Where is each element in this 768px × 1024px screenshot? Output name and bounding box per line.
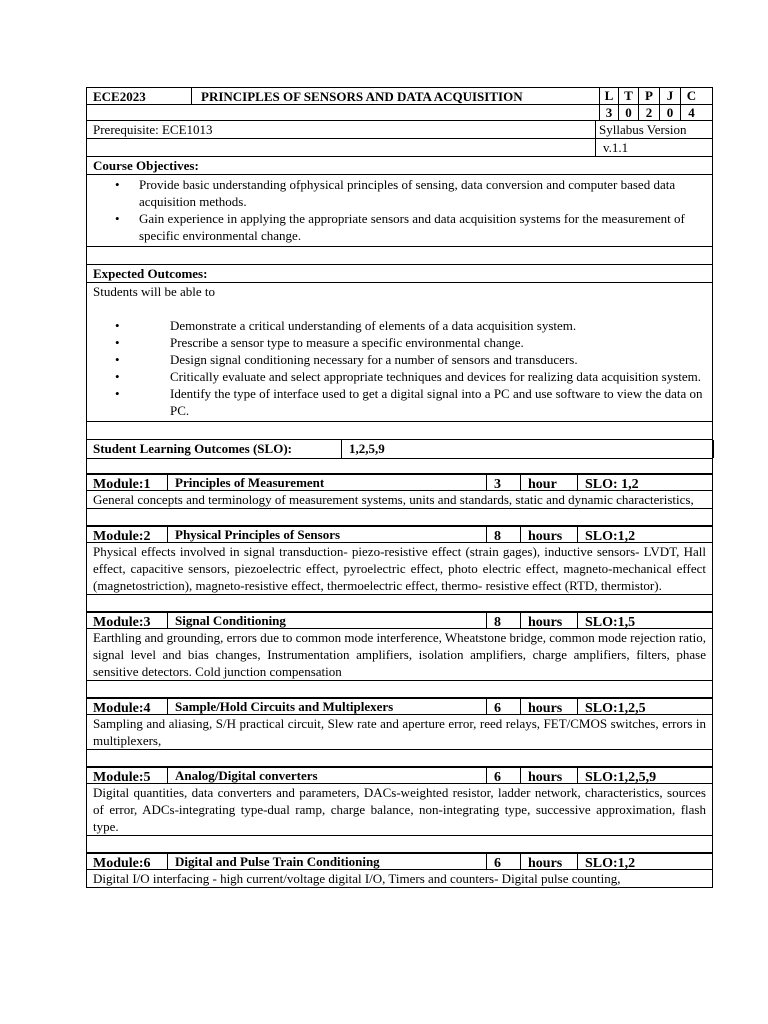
module-header	[86, 612, 713, 629]
objectives-list	[93, 176, 706, 244]
outcome-item: • Prescribe a sensor type to measure a specific environmental change.	[115, 335, 524, 350]
ltpjc-value-l: 3	[599, 104, 618, 121]
module-content	[86, 543, 713, 595]
module-hours-unit: hours	[528, 529, 563, 544]
module-title: Analog/Digital converters	[175, 768, 318, 783]
ltpjc-label-l: L	[599, 88, 618, 104]
blank-row	[86, 750, 713, 767]
blank-row	[86, 836, 713, 853]
module-slo: SLO:1,2,5,9	[585, 770, 657, 785]
module-label: Module:3	[93, 615, 151, 630]
outcomes-body	[86, 283, 713, 422]
outcome-item: • Identify the type of interface used to get a digital signal into a PC and use software to view the data on PC.	[115, 386, 703, 418]
outcome-text: Prescribe a sensor type to measure a specific environmental change.	[170, 335, 524, 350]
module-slo: SLO: 1,2	[585, 477, 639, 492]
version-row	[86, 139, 713, 157]
ltpjc-label-j: J	[659, 88, 680, 104]
objective-item: • Provide basic understanding ofphysical principles of sensing, data conversion and computer based data acquisition methods.	[115, 177, 676, 209]
module-label: Module:1	[93, 477, 151, 492]
module-title: Sample/Hold Circuits and Multiplexers	[175, 699, 394, 714]
module-hours-unit: hours	[528, 856, 563, 871]
module-content	[86, 491, 713, 509]
module-content	[86, 629, 713, 681]
module-header	[86, 767, 713, 784]
prerequisite-row	[86, 121, 713, 139]
module-label: Module:4	[93, 701, 151, 716]
outcome-text: Design signal conditioning necessary for a number of sensors and transducers.	[170, 352, 578, 367]
module-hours: 6	[494, 701, 501, 716]
module-content-text: General concepts and terminology of measurement systems, units and standards, static and dynamic characteristics,	[93, 492, 694, 507]
ltpjc-value-p: 2	[638, 104, 659, 121]
course-title: PRINCIPLES OF SENSORS AND DATA ACQUISITION	[201, 89, 523, 104]
module-hours-unit: hours	[528, 701, 563, 716]
slo-label: Student Learning Outcomes (SLO):	[93, 441, 292, 456]
outcome-item: • Design signal conditioning necessary for a number of sensors and transducers.	[115, 352, 578, 367]
module-title: Digital and Pulse Train Conditioning	[175, 854, 380, 869]
module-header	[86, 526, 713, 543]
outcomes-heading: Expected Outcomes:	[93, 266, 208, 281]
modules-section	[86, 474, 713, 888]
ltpjc-value-j: 0	[659, 104, 680, 121]
outcomes-heading-row	[86, 265, 713, 283]
module-content	[86, 870, 713, 888]
prerequisite-text: Prerequisite: ECE1013	[93, 122, 213, 137]
ltpjc-value-c: 4	[680, 104, 702, 121]
module-content-text: Physical effects involved in signal transduction- piezo-resistive effect (strain gages), inductive sensors- LVDT, Hall effect, capacitive sensors, piezoelectric effect, pyroelectric effect, photo electric effect, magneto-mechanical effect (magnetostriction), magneto-resistive effect, thermoelectric effect, thermo- resistive effect (RTD, thermistor).	[93, 544, 706, 593]
module-slo: SLO:1,2	[585, 856, 636, 871]
blank-row	[86, 459, 713, 474]
outcome-item: • Demonstrate a critical understanding of elements of a data acquisition system.	[115, 318, 577, 333]
module-header	[86, 474, 713, 491]
slo-value: 1,2,5,9	[349, 441, 385, 456]
module-content-text: Digital I/O interfacing - high current/voltage digital I/O, Timers and counters- Digital pulse counting,	[93, 871, 621, 886]
module-content-text: Sampling and aliasing, S/H practical circuit, Slew rate and aperture error, reed relays, FET/CMOS switches, errors in multiplexers,	[93, 716, 706, 748]
syllabus-version-label: Syllabus Version	[599, 122, 687, 137]
outcomes-intro: Students will be able to	[93, 284, 216, 299]
module-slo: SLO:1,2	[585, 529, 636, 544]
module-label: Module:5	[93, 770, 151, 785]
module-content-text: Earthling and grounding, errors due to common mode interference, Wheatstone bridge, common mode rejection ratio, signal level and bias changes, Instrumentation amplifiers, isolation amplifiers, charge amplifiers, filters, phase sensitive detectors. Cold junction compensation	[93, 630, 706, 679]
outcome-text: Demonstrate a critical understanding of elements of a data acquisition system.	[170, 318, 577, 333]
module-title: Principles of Measurement	[175, 475, 325, 490]
ltpjc-value-t: 0	[618, 104, 638, 121]
blank-row	[86, 595, 713, 612]
module-content-text: Digital quantities, data converters and parameters, DACs-weighted resistor, ladder network, characteristics, sources of error, ADCs-integrating type-dual ramp, charge balance, non-integrating type, successive approximation, flash type.	[93, 785, 706, 834]
outcome-item: • Critically evaluate and select appropriate techniques and devices for realizing data acquisition system.	[115, 369, 701, 384]
objectives-heading: Course Objectives:	[93, 158, 199, 173]
module-header	[86, 853, 713, 870]
module-hours-unit: hours	[528, 770, 563, 785]
ltpjc-label-t: T	[618, 88, 638, 104]
module-label: Module:6	[93, 856, 151, 871]
module-label: Module:2	[93, 529, 151, 544]
objective-text: Gain experience in applying the appropriate sensors and data acquisition systems for the measurement of specific environmental change.	[139, 211, 685, 243]
module-title: Signal Conditioning	[175, 613, 286, 628]
objective-item: • Gain experience in applying the appropriate sensors and data acquisition systems for the measurement of specific environmental change.	[115, 211, 685, 243]
module-title: Physical Principles of Sensors	[175, 527, 341, 542]
blank-row	[86, 247, 713, 265]
objectives-body	[86, 175, 713, 247]
ltpjc-label-p: P	[638, 88, 659, 104]
outcomes-list	[93, 317, 706, 419]
slo-row	[86, 440, 713, 459]
ltpjc-label-c: C	[680, 88, 702, 104]
ltpjc-grid	[599, 88, 713, 121]
module-slo: SLO:1,5	[585, 615, 636, 630]
module-slo: SLO:1,2,5	[585, 701, 646, 716]
blank-row	[86, 681, 713, 698]
module-hours: 3	[494, 477, 501, 492]
blank-row	[86, 422, 713, 440]
syllabus-page	[86, 87, 713, 888]
module-hours: 6	[494, 770, 501, 785]
blank-row	[86, 509, 713, 526]
module-header	[86, 698, 713, 715]
module-hours-unit: hour	[528, 477, 557, 492]
module-content	[86, 784, 713, 836]
module-content	[86, 715, 713, 750]
outcome-text: Identify the type of interface used to get a digital signal into a PC and use software to view the data on PC.	[170, 386, 703, 418]
outcome-text: Critically evaluate and select appropriate techniques and devices for realizing data acquisition system.	[170, 369, 701, 384]
objectives-heading-row	[86, 157, 713, 175]
module-hours: 8	[494, 529, 501, 544]
syllabus-version: v.1.1	[603, 140, 629, 155]
module-hours-unit: hours	[528, 615, 563, 630]
course-header	[86, 87, 713, 121]
module-hours: 6	[494, 856, 501, 871]
objective-text: Provide basic understanding ofphysical principles of sensing, data conversion and computer based data acquisition methods.	[139, 177, 676, 209]
module-hours: 8	[494, 615, 501, 630]
course-code: ECE2023	[93, 89, 146, 104]
